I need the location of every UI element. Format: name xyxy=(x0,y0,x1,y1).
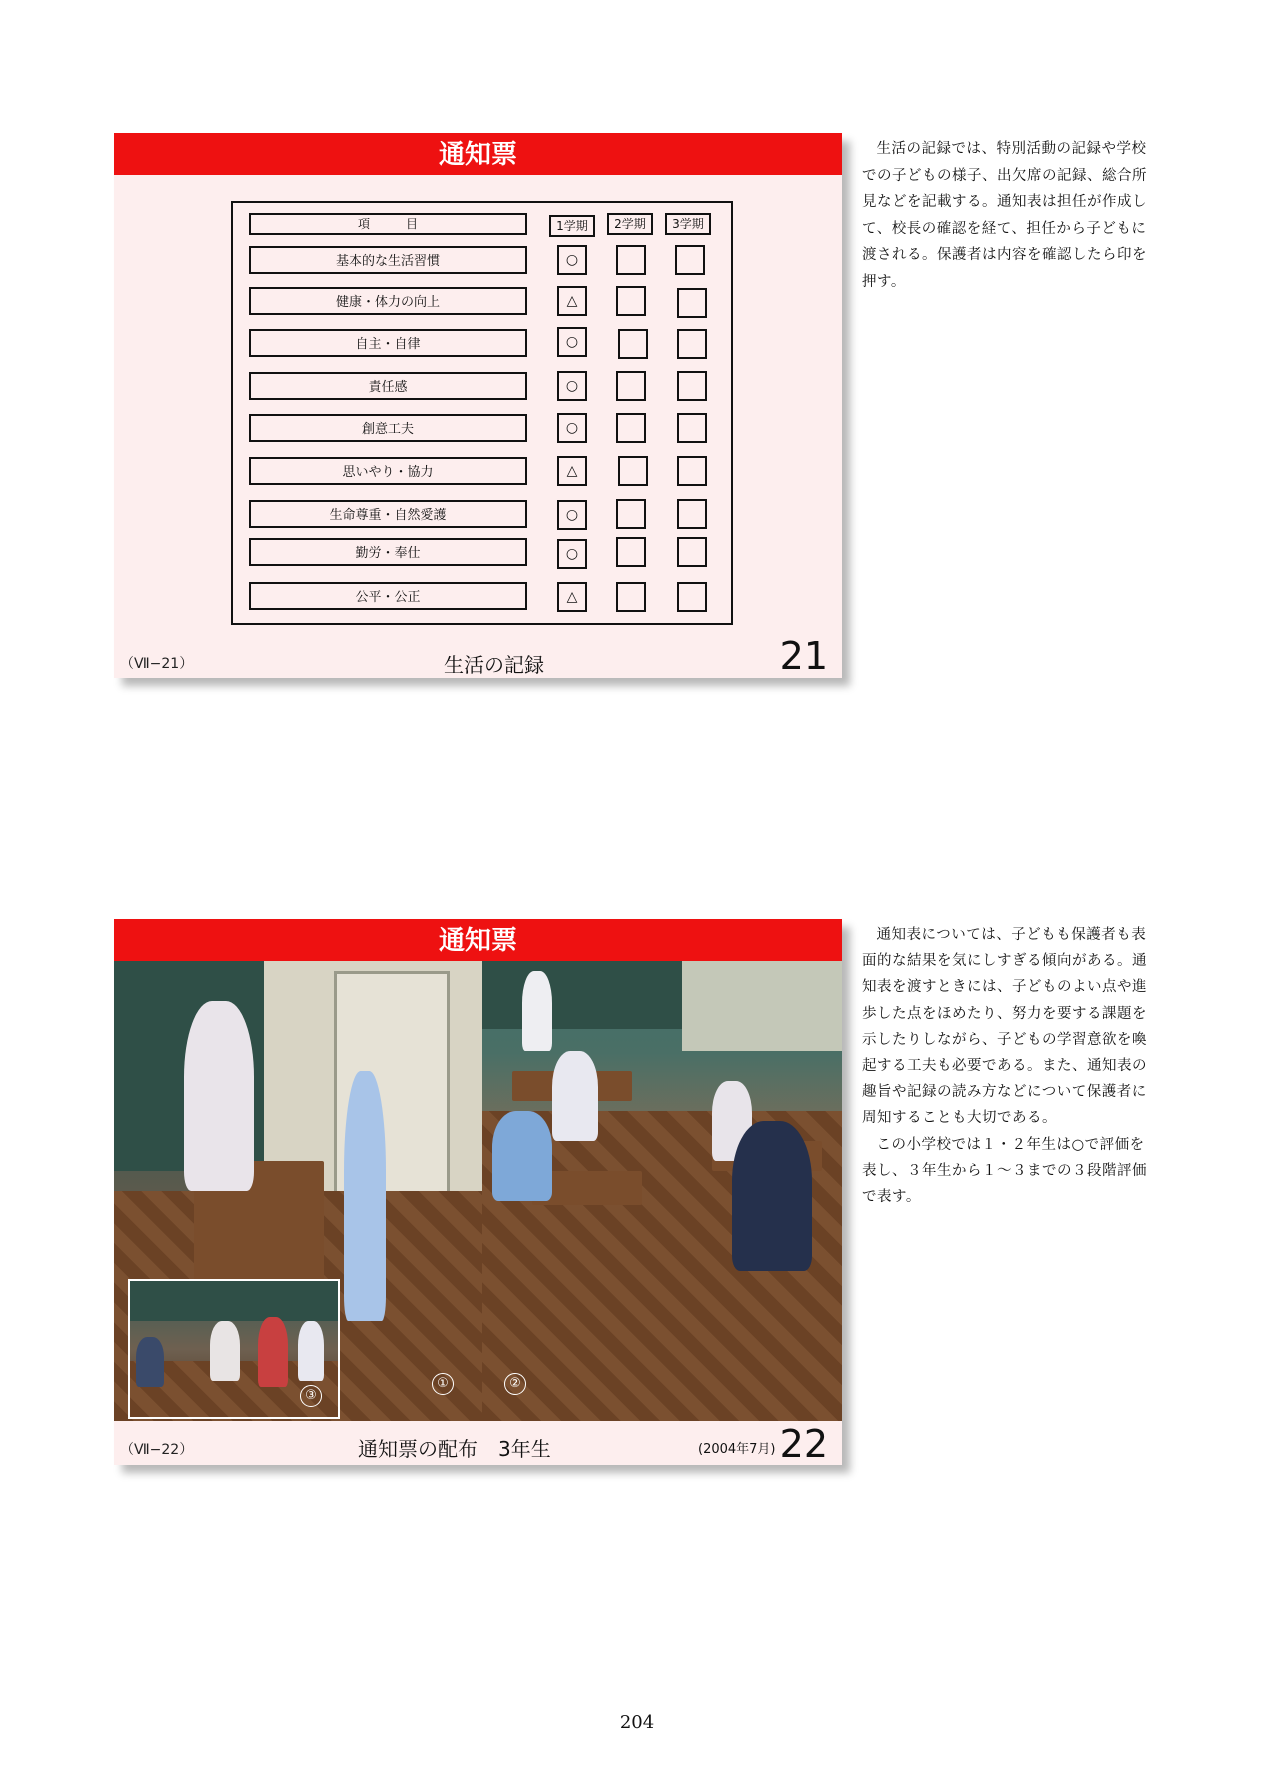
row-mark-term3 xyxy=(677,456,707,486)
row-mark-term1: ○ xyxy=(557,539,587,569)
row-mark-term2 xyxy=(618,456,648,486)
row-mark-term2 xyxy=(616,582,646,612)
row-mark-term1: △ xyxy=(557,582,587,612)
commentary-paragraph: 生活の記録では、特別活動の記録や学校での子どもの様子、出欠席の記録、総合所見などを記載する。通知表は担任が作成して、校長の確認を経て、担任から子どもに渡される。保護者は内容を確認したら印を押す。 xyxy=(862,141,1147,290)
term-2-header: 2学期 xyxy=(607,213,653,235)
photo-marker-3: ③ xyxy=(300,1385,322,1407)
row-mark-term2 xyxy=(616,245,646,275)
row-mark-term2 xyxy=(616,499,646,529)
commentary-paragraph-2: この小学校では１・２年生は○で評価を表し、３年生から１〜３までの３段階評価で表す。 xyxy=(862,1136,1147,1206)
photo-marker-1: ① xyxy=(432,1373,454,1395)
row-item: 生命尊重・自然愛護 xyxy=(249,500,527,528)
row-mark-term1: ○ xyxy=(557,245,587,275)
page-number: 204 xyxy=(619,1712,655,1733)
commentary-paragraph-1: 通知表については、子どもも保護者も表面的な結果を気にしすぎる傾向がある。通知表を渡すときには、子どものよい点や進歩した点をほめたり、努力を要する課題を示したりしながら、子どもの学習意欲を喚起する工夫も必要である。また、通知表の趣旨や記録の読み方などについて保護者に周知することも大切である。 xyxy=(862,927,1147,1127)
slide-number: 21 xyxy=(779,634,828,678)
slide-21 xyxy=(114,133,842,678)
row-mark-term3 xyxy=(677,499,707,529)
row-mark-term1: △ xyxy=(557,286,587,316)
row-mark-term3 xyxy=(677,288,707,318)
row-mark-term2 xyxy=(616,537,646,567)
row-mark-term1: △ xyxy=(557,456,587,486)
slide-code: （Ⅶ−21） xyxy=(120,656,194,672)
row-item: 健康・体力の向上 xyxy=(249,287,527,315)
row-mark-term1: ○ xyxy=(557,371,587,401)
row-mark-term3 xyxy=(677,329,707,359)
term-1-header: 1学期 xyxy=(549,215,595,237)
commentary-21 xyxy=(862,136,1152,296)
row-mark-term2 xyxy=(616,371,646,401)
slide-number: 22 xyxy=(779,1422,828,1466)
photo-marker-2: ② xyxy=(504,1373,526,1395)
slide-caption: 生活の記録 xyxy=(444,653,544,677)
slide-date: (2004年7月) xyxy=(698,1442,776,1457)
row-item: 勤労・奉仕 xyxy=(249,538,527,566)
row-mark-term3 xyxy=(675,245,705,275)
item-column-header: 項 目 xyxy=(249,213,527,235)
row-mark-term3 xyxy=(677,371,707,401)
row-mark-term2 xyxy=(618,329,648,359)
row-mark-term2 xyxy=(616,413,646,443)
row-item: 基本的な生活習慣 xyxy=(249,246,527,274)
slide-title: 通知票 xyxy=(114,919,842,961)
row-item: 創意工夫 xyxy=(249,414,527,442)
row-item: 責任感 xyxy=(249,372,527,400)
row-mark-term1: ○ xyxy=(557,413,587,443)
row-mark-term3 xyxy=(677,582,707,612)
row-mark-term3 xyxy=(677,537,707,567)
slide-22 xyxy=(114,919,842,1465)
slide-caption: 通知票の配布 3年生 xyxy=(358,1437,551,1461)
photo-classroom xyxy=(482,961,842,1421)
term-3-header: 3学期 xyxy=(665,213,711,235)
slide-code: （Ⅶ−22） xyxy=(120,1442,194,1458)
row-mark-term1: ○ xyxy=(557,500,587,530)
row-item: 自主・自律 xyxy=(249,329,527,357)
report-card-table xyxy=(231,201,733,625)
row-item: 思いやり・協力 xyxy=(249,457,527,485)
row-mark-term2 xyxy=(616,286,646,316)
photo-inset-students xyxy=(128,1279,340,1419)
row-mark-term1: ○ xyxy=(557,327,587,357)
commentary-22 xyxy=(862,922,1152,1210)
row-item: 公平・公正 xyxy=(249,582,527,610)
slide-title: 通知票 xyxy=(114,133,842,175)
row-mark-term3 xyxy=(677,413,707,443)
